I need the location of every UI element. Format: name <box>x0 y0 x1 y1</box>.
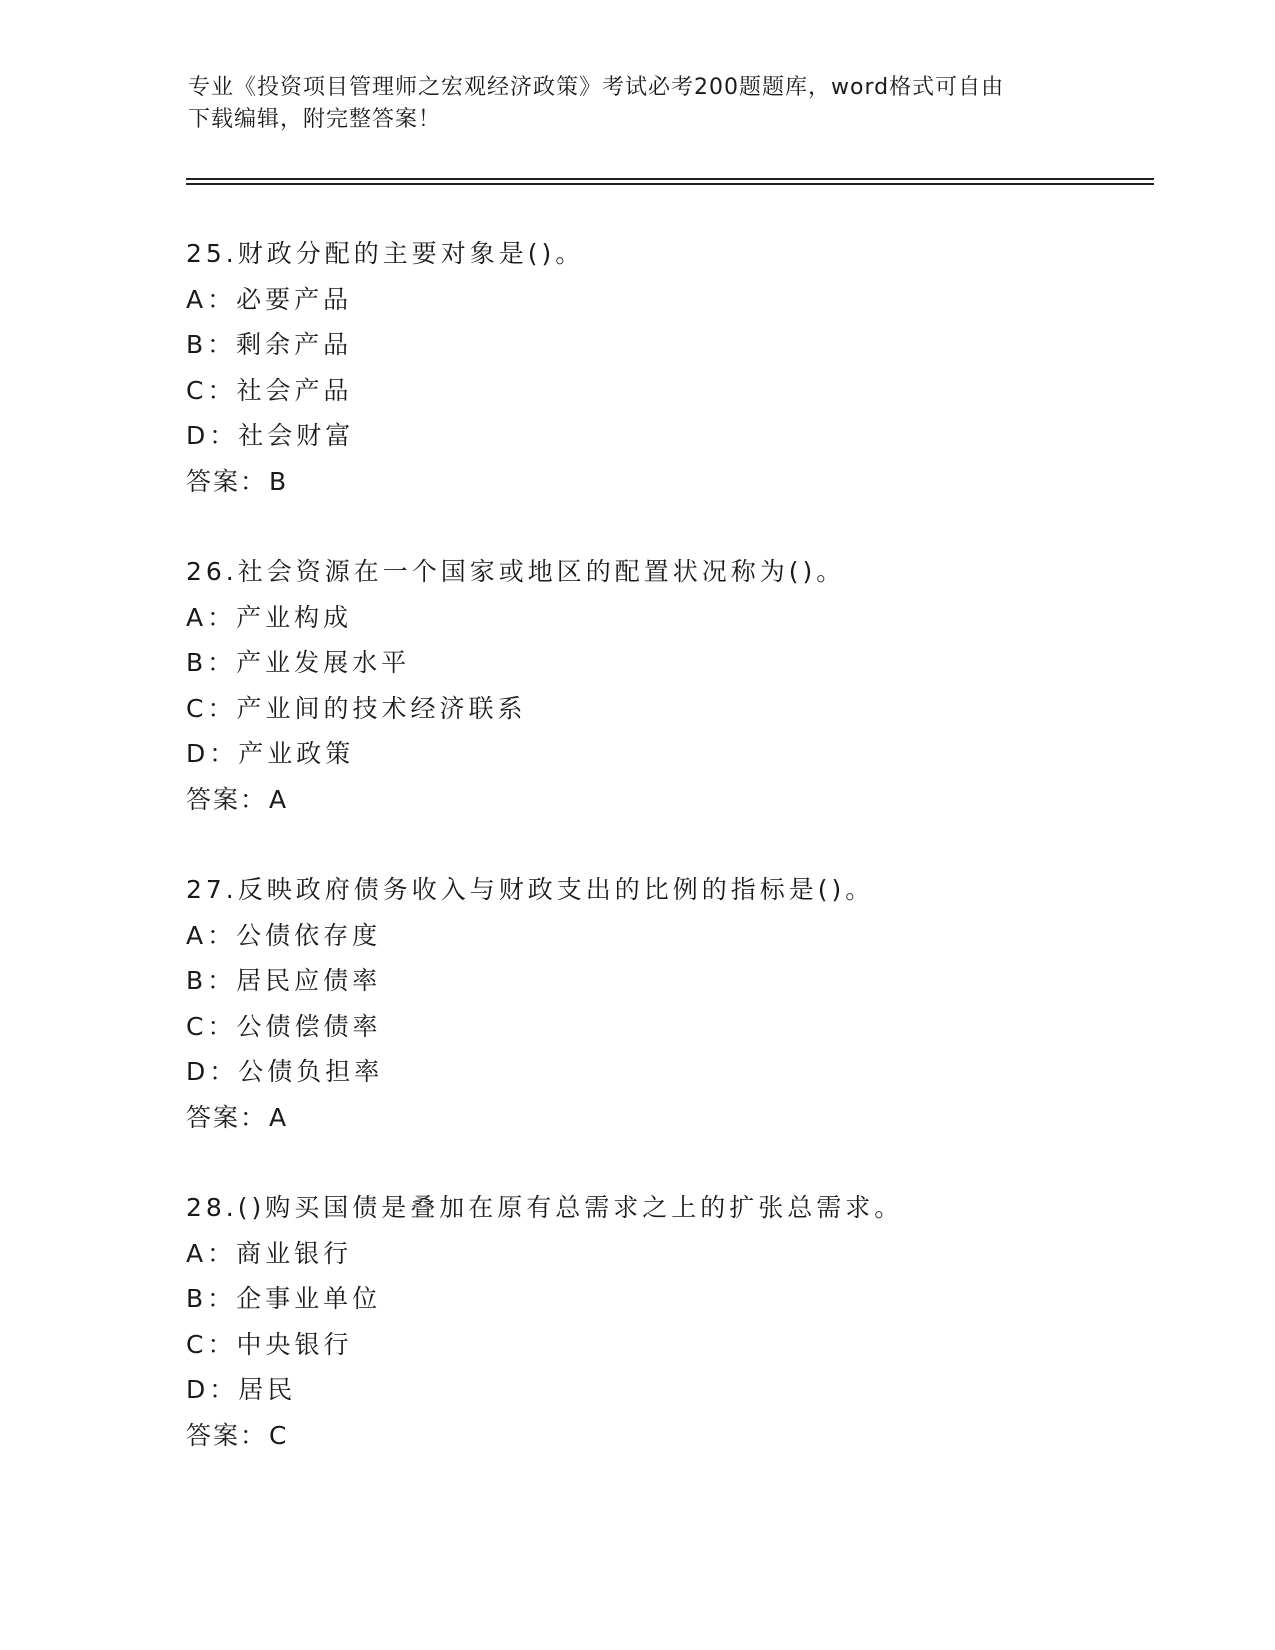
option-c: C：产业间的技术经济联系 <box>186 693 527 723</box>
question-stem: 27.反映政府债务收入与财政支出的比例的指标是()。 <box>186 875 875 904</box>
option-b: B：企事业单位 <box>186 1284 382 1313</box>
question-stem: 26.社会资源在一个国家或地区的配置状况称为()。 <box>186 557 846 586</box>
option-c: C：公债偿债率 <box>186 1011 382 1041</box>
answer-line <box>186 459 1186 505</box>
answer-value: A <box>269 784 289 814</box>
header-divider-bottom <box>186 183 1154 185</box>
option-c: C：中央银行 <box>186 1329 353 1359</box>
question-stem: 28.()购买国债是叠加在原有总需求之上的扩张总需求。 <box>186 1193 904 1222</box>
option-d: D：公债负担率 <box>186 1057 384 1086</box>
header-line-1: 专业《投资项目管理师之宏观经济政策》考试必考200题题库，word格式可自由 <box>188 75 1005 100</box>
option-b: B：居民应债率 <box>186 966 382 995</box>
answer-value: B <box>269 466 289 496</box>
option-d: D：社会财富 <box>186 421 355 450</box>
option-a: A：商业银行 <box>186 1238 353 1268</box>
question-25 <box>186 231 1186 504</box>
question-28 <box>186 1185 1186 1458</box>
answer-label: 答案： <box>186 466 268 496</box>
option-d: D：居民 <box>186 1375 297 1404</box>
header-divider-top <box>186 178 1154 180</box>
answer-value: C <box>269 1420 289 1450</box>
option-c: C：社会产品 <box>186 375 353 405</box>
question-stem: 25.财政分配的主要对象是()。 <box>186 239 585 268</box>
header-line-2: 下载编辑，附完整答案！ <box>188 107 442 132</box>
document-header <box>188 72 1088 136</box>
answer-label: 答案： <box>186 1420 268 1450</box>
option-a: A：产业构成 <box>186 602 353 632</box>
answer-value: A <box>269 1102 289 1132</box>
answer-line <box>186 1095 1186 1141</box>
answer-label: 答案： <box>186 784 268 814</box>
question-26 <box>186 549 1186 822</box>
option-d: D：产业政策 <box>186 739 355 768</box>
answer-line <box>186 1413 1186 1459</box>
answer-label: 答案： <box>186 1102 268 1132</box>
option-a: A：必要产品 <box>186 284 353 314</box>
question-27 <box>186 867 1186 1140</box>
option-a: A：公债依存度 <box>186 920 382 950</box>
option-b: B：产业发展水平 <box>186 648 411 677</box>
option-b: B：剩余产品 <box>186 330 353 359</box>
answer-line <box>186 777 1186 823</box>
